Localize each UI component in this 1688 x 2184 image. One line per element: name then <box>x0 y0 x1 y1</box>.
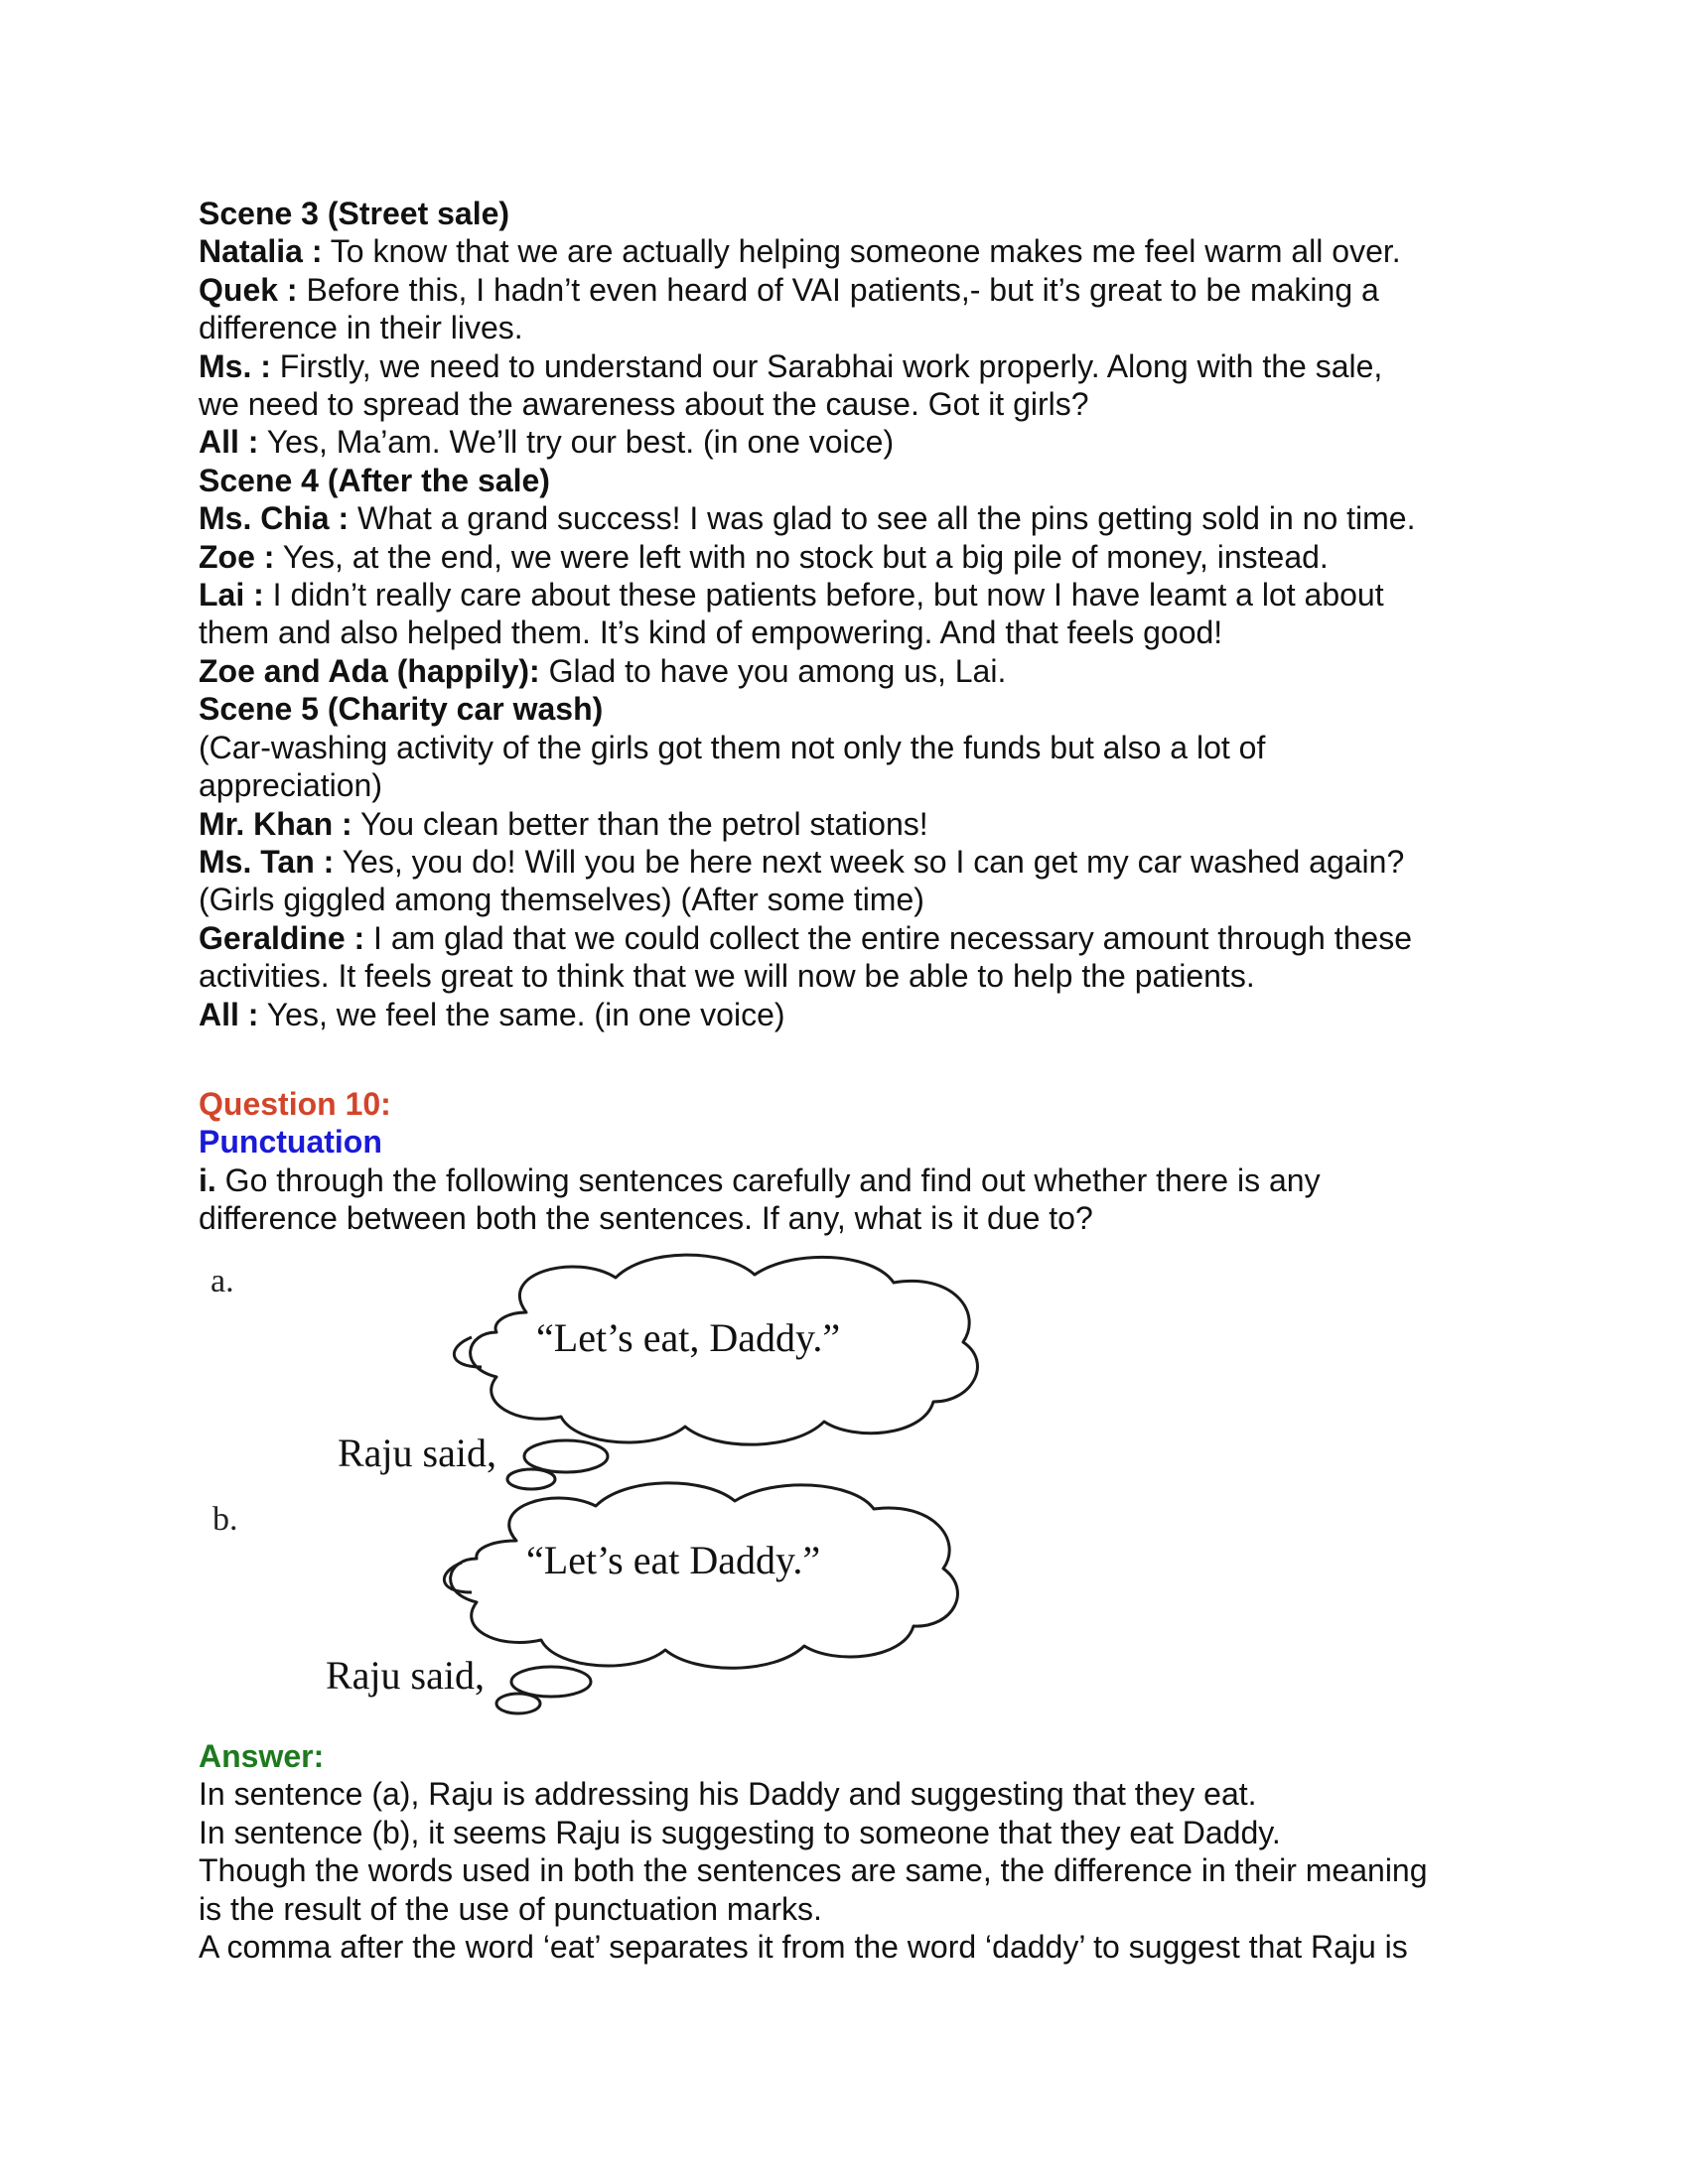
line-quek: Before this, I hadn’t even heard of VAI patients,- but it’s great to be making a <box>297 271 1379 308</box>
dialogue-ms <box>199 347 1489 385</box>
raju-said-a: Raju said, <box>338 1431 496 1475</box>
scene-3-heading: Scene 3 (Street sale) <box>199 196 510 231</box>
line-geraldine: I am glad that we could collect the entire necessary amount through these <box>364 919 1412 956</box>
line-zoe: Yes, at the end, we were left with no stock but a big pile of money, instead. <box>274 538 1329 575</box>
speaker-natalia: Natalia : <box>199 233 323 270</box>
answer-line-1: In sentence (a), Raju is addressing his Daddy and suggesting that they eat. <box>199 1776 1257 1813</box>
bubble-b-text: “Let’s eat Daddy.” <box>526 1538 821 1582</box>
speaker-tan: Ms. Tan : <box>199 843 335 880</box>
line-all: Yes, Ma’am. We’ll try our best. (in one voice) <box>258 424 895 461</box>
question-item <box>199 1161 1489 1199</box>
scene-5-heading: Scene 5 (Charity car wash) <box>199 691 604 728</box>
question-item-label: i. <box>199 1161 216 1198</box>
question-item-cont: difference between both the sentences. If any, what is it due to? <box>199 1200 1093 1237</box>
line-all-2: Yes, we feel the same. (in one voice) <box>258 996 785 1032</box>
speaker-geraldine: Geraldine : <box>199 919 365 956</box>
thought-bubble-a-tail-2 <box>507 1469 555 1489</box>
line-natalia: To know that we are actually helping someone makes me feel warm all over. <box>322 233 1401 270</box>
dialogue-natalia <box>199 232 1489 270</box>
dialogue-khan <box>199 805 1489 843</box>
speaker-all: All : <box>199 424 259 461</box>
speaker-ms: Ms. : <box>199 347 271 384</box>
stage-direction: (Car-washing activity of the girls got them not only the funds but also a lot of <box>199 729 1266 765</box>
speaker-zoe: Zoe : <box>199 538 275 575</box>
answer-title: Answer: <box>199 1738 325 1774</box>
question-topic: Punctuation <box>199 1124 382 1160</box>
line-lai: I didn’t really care about these patients before, but now I have leamt a lot about <box>263 577 1384 614</box>
question-item-text: Go through the following sentences carefully and find out whether there is any <box>215 1161 1321 1198</box>
speaker-quek: Quek : <box>199 271 298 308</box>
dialogue-zoe <box>199 538 1489 576</box>
line-chia: What a grand success! I was glad to see all the pins getting sold in no time. <box>349 500 1416 537</box>
figure-label-b: b. <box>212 1501 238 1538</box>
dialogue-quek <box>199 271 1489 309</box>
dialogue-all-2 <box>199 996 1489 1033</box>
figure-label-a: a. <box>211 1263 234 1299</box>
line-zoe-ada: Glad to have you among us, Lai. <box>539 652 1007 689</box>
answer-line-3: Though the words used in both the sentences are same, the difference in their meaning <box>199 1852 1428 1889</box>
dialogue-geraldine <box>199 919 1489 957</box>
speaker-chia: Ms. Chia : <box>199 500 350 537</box>
thought-bubble-b-tail-2 <box>496 1694 540 1713</box>
stage-direction-cont: appreciation) <box>199 767 382 804</box>
scene-4-heading: Scene 4 (After the sale) <box>199 462 550 498</box>
dialogue-ms-cont: we need to spread the awareness about the cause. Got it girls? <box>199 386 1089 423</box>
answer-line-2: In sentence (b), it seems Raju is suggesting to someone that they eat Daddy. <box>199 1814 1281 1850</box>
line-tan: Yes, you do! Will you be here next week so I can get my car washed again? <box>334 843 1405 880</box>
question-title: Question 10: <box>199 1085 391 1122</box>
punctuation-figure <box>199 1253 1033 1729</box>
thought-bubble-b-tail-1 <box>511 1667 591 1697</box>
raju-said-b: Raju said, <box>326 1653 485 1698</box>
dialogue-all-1 <box>199 423 1489 461</box>
answer-block <box>199 1737 1489 1966</box>
dialogue-tan <box>199 843 1489 881</box>
dialogue-lai <box>199 576 1489 614</box>
dialogue-zoe-ada <box>199 652 1489 690</box>
speaker-all-2: All : <box>199 996 259 1032</box>
answer-line-5: A comma after the word ‘eat’ separates it from the word ‘daddy’ to suggest that Raju is <box>199 1929 1408 1966</box>
dialogue-lai-cont: them and also helped them. It’s kind of empowering. And that feels good! <box>199 614 1223 651</box>
answer-line-4: is the result of the use of punctuation marks. <box>199 1890 822 1927</box>
dialogue-quek-cont: difference in their lives. <box>199 310 523 346</box>
line-khan: You clean better than the petrol stations! <box>352 805 928 842</box>
speaker-zoe-ada: Zoe and Ada (happily): <box>199 652 540 689</box>
dialogue-geraldine-cont: activities. It feels great to think that we will now be able to help the patients. <box>199 958 1255 995</box>
speaker-lai: Lai : <box>199 577 264 614</box>
stage-direction-girls: (Girls giggled among themselves) (After some time) <box>199 882 924 918</box>
dialogue-chia <box>199 499 1489 537</box>
play-script <box>199 195 1489 1238</box>
thought-bubble-a-tail-1 <box>524 1440 608 1472</box>
bubble-a-text: “Let’s eat, Daddy.” <box>536 1315 841 1360</box>
speaker-khan: Mr. Khan : <box>199 805 352 842</box>
line-ms: Firstly, we need to understand our Sarabhai work properly. Along with the sale, <box>270 347 1383 384</box>
